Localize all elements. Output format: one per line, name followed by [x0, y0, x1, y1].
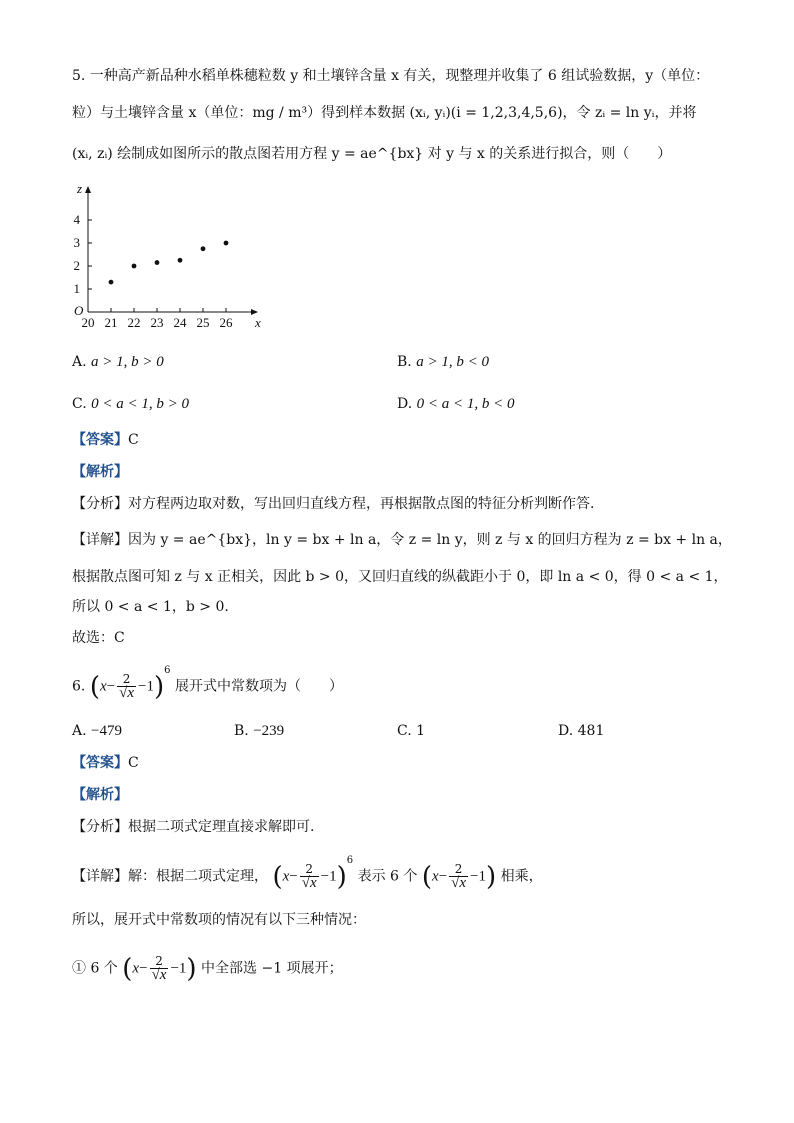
q6-detail-close-paren: ): [336, 861, 347, 892]
q6-case1-close-paren: ): [186, 953, 197, 984]
scatter-chart: [70, 182, 270, 332]
q6-case1-frac-num: 2: [150, 955, 169, 969]
q6-option-a: [72, 721, 122, 741]
x-tick-label: 22: [127, 315, 141, 330]
q6-detail-frac-num-2: 2: [449, 863, 468, 877]
y-tick-label: 4: [73, 212, 80, 227]
q5-option-c-label: C.: [72, 396, 87, 412]
q6-case1-expr-minus-one: −1: [170, 960, 187, 977]
q5-option-d-text: 0 < a < 1, b < 0: [416, 396, 515, 412]
x-axis-label: x: [255, 315, 261, 330]
x-tick-label: 23: [150, 315, 164, 330]
q5-option-b-text: a > 1, b < 0: [416, 354, 489, 370]
q5-option-b-label: B.: [397, 354, 412, 370]
q5-answer-value: C: [128, 432, 139, 448]
q5-option-c-text: 0 < a < 1, b > 0: [91, 396, 189, 412]
q6-open-paren: (: [89, 671, 100, 702]
q5-answer: [72, 430, 139, 450]
q6-detail-c: 相乘，: [500, 868, 543, 885]
q5-option-a-text: a > 1, b > 0: [91, 354, 164, 370]
q6-detail-b: 表示 6 个: [357, 868, 418, 885]
q5-option-d-label: D.: [397, 396, 413, 412]
q6-option-a-text: −479: [91, 723, 122, 739]
q6-number: 6.: [72, 678, 86, 695]
q5-option-c: [72, 394, 189, 414]
q6-detail-fraction: [300, 863, 319, 890]
q5-detail-line3: 所以 0 < a < 1，b > 0.: [72, 599, 229, 615]
data-point: [155, 260, 160, 265]
y-axis-arrow: [85, 186, 91, 193]
q6-close-paren: ): [153, 671, 165, 702]
q5-stem-line1: 5. 一种高产新品种水稻单株穗粒数 y 和土壤锌含量 x 有关，现整理并收集了 6 组试验数据，y（单位：: [72, 68, 710, 84]
q6-stem: [72, 665, 343, 702]
q6-detail-open-paren: (: [272, 861, 283, 892]
q5-answer-label: 【答案】: [72, 432, 128, 448]
q5-detail-text1: 因为 y = ae^{bx}，ln y = bx + ln a，令 z = ln y，则 z 与 x 的回归方程为 z = bx + ln a，: [128, 532, 732, 548]
q6-fraction: [117, 673, 136, 700]
x-tick-label: 25: [196, 315, 210, 330]
q5-option-a-label: A.: [72, 354, 87, 370]
q6-detail-label: 【详解】: [72, 868, 128, 885]
q6-cases-intro: 所以，展开式中常数项的情况有以下三种情况：: [72, 912, 366, 928]
q6-detail-close-paren-2: ): [486, 861, 497, 892]
q6-power: 6: [164, 665, 171, 676]
q6-case1: [72, 955, 343, 982]
y-tick-label: 2: [73, 258, 80, 273]
data-point: [132, 264, 137, 269]
q6-fenxi-text: 根据二项式定理直接求解即可.: [128, 819, 315, 835]
q6-case1-open-paren: (: [122, 953, 133, 984]
q6-detail-line: [72, 855, 543, 892]
q5-fenxi-text: 对方程两边取对数，写出回归直线方程，再根据散点图的特征分析判断作答.: [128, 496, 595, 512]
y-tick-label: 3: [73, 235, 80, 250]
q6-detail-expr-minus-one: −1: [320, 868, 337, 885]
q6-answer-value: C: [128, 755, 139, 771]
q6-option-b-label: B.: [234, 723, 249, 739]
q6-detail-expr-minus-one-2: −1: [470, 868, 487, 885]
q6-stem-tail: 展开式中常数项为（ ）: [174, 678, 343, 695]
x-tick-label: 26: [219, 315, 233, 330]
q5-detail-line1: [72, 530, 732, 550]
q5-stem-line2: 粒）与土壤锌含量 x（单位：mg / m³）得到样本数据 (xᵢ, yᵢ)(i = 1,2,3,4,5,6)，令 zᵢ = ln yᵢ，并将: [72, 105, 697, 121]
q5-detail-line2: 根据散点图可知 z 与 x 正相关，因此 b > 0，又回归直线的纵截距小于 0，即 ln a < 0，得 0 < a < 1，: [72, 569, 728, 585]
q5-analysis-label: 【解析】: [72, 464, 128, 480]
q6-detail-expr-minus: −: [289, 868, 298, 885]
q5-analysis-heading: [72, 462, 128, 482]
q6-option-d: D. 481: [558, 723, 605, 739]
q6-option-b: [234, 721, 284, 741]
q6-analysis-label: 【解析】: [72, 787, 128, 803]
q6-expr-minus-one: −1: [138, 678, 154, 695]
q6-detail-frac-den: √x: [301, 875, 317, 892]
data-point: [178, 258, 183, 263]
q6-detail-expr-minus-2: −: [438, 868, 448, 885]
q6-detail-frac-num: 2: [300, 863, 319, 877]
data-point: [224, 241, 229, 246]
q6-case1-expr-minus: −: [139, 960, 148, 977]
q5-option-b: [397, 352, 489, 372]
y-axis-label: z: [77, 182, 83, 196]
x-tick-label: 20: [81, 315, 95, 330]
q6-case1-fraction: [150, 955, 169, 982]
q6-case1-expr-x: x: [132, 960, 140, 977]
q5-fenxi: [72, 494, 594, 514]
q6-option-c: C. 1: [397, 723, 426, 739]
q6-fenxi-label: 【分析】: [72, 819, 128, 835]
x-tick-label: 24: [173, 315, 187, 330]
q5-option-a: [72, 352, 164, 372]
q5-stem-line3: (xᵢ, zᵢ) 绘制成如图所示的散点图若用方程 y = ae^{bx} 对 y 与 x 的关系进行拟合，则（ ）: [72, 146, 672, 162]
q6-frac-num: 2: [117, 673, 136, 687]
data-point: [201, 246, 206, 251]
y-tick-label: 1: [73, 281, 80, 296]
q6-detail-a: 解：根据二项式定理，: [128, 868, 268, 885]
q6-answer-label: 【答案】: [72, 755, 128, 771]
q6-case1-frac-den: √x: [151, 967, 167, 983]
data-point: [109, 280, 114, 285]
q6-analysis-heading: [72, 785, 128, 805]
q6-case1-b: 中全部选 −1 项展开；: [201, 960, 343, 977]
q6-answer: [72, 753, 139, 773]
q6-detail-frac-den-2: √x: [451, 875, 467, 892]
q6-expr-x: x: [99, 678, 107, 695]
q6-frac-den: √x: [119, 685, 134, 702]
q6-detail-expr-x: x: [282, 868, 290, 885]
q5-fenxi-label: 【分析】: [72, 496, 128, 512]
q6-detail-open-paren-2: (: [421, 861, 433, 892]
q6-detail-expr-x-2: x: [432, 868, 439, 885]
q5-option-d: [397, 394, 515, 414]
q6-option-a-label: A.: [72, 723, 87, 739]
q6-option-b-text: −239: [253, 723, 285, 739]
q5-detail-label: 【详解】: [72, 532, 128, 548]
q6-fenxi: [72, 817, 314, 837]
q6-expr-minus: −: [106, 678, 116, 695]
origin-label: O: [74, 303, 84, 318]
x-tick-label: 21: [104, 315, 118, 330]
q6-detail-fraction-2: [449, 863, 468, 890]
q6-case1-a: ① 6 个: [72, 960, 118, 977]
q6-detail-power: 6: [346, 855, 354, 866]
q5-conclusion: 故选：C: [72, 630, 125, 646]
